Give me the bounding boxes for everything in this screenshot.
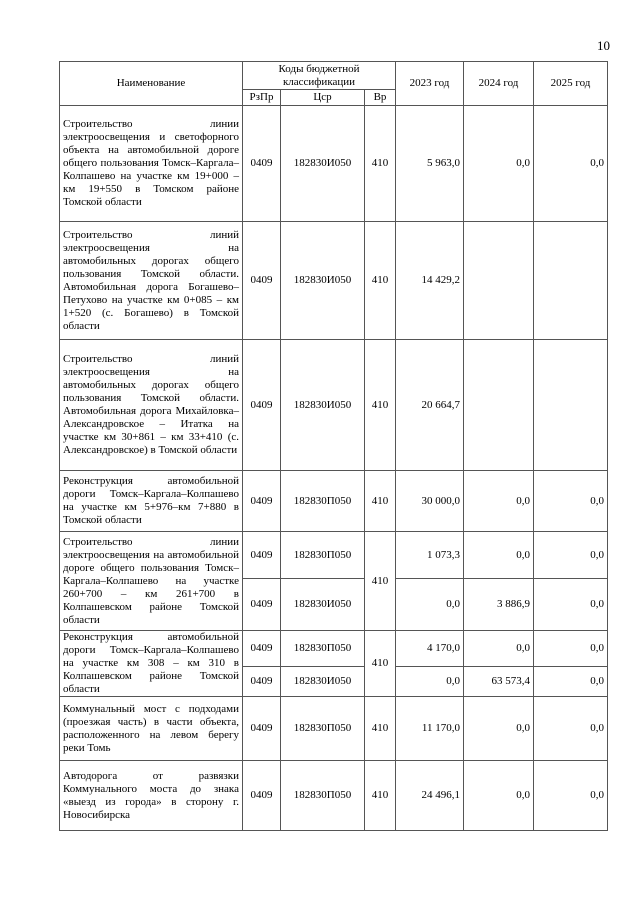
row-tsr: 182830П050 (281, 471, 365, 532)
row-2024 (464, 340, 534, 471)
row-rzpr: 0409 (243, 761, 281, 831)
header-2025: 2025 год (534, 62, 608, 106)
row-2024 (464, 222, 534, 340)
row-rzpr: 0409 (243, 579, 281, 631)
header-name: Наименование (60, 62, 243, 106)
table-row (60, 106, 608, 222)
table-row (60, 340, 608, 471)
row-2025: 0,0 (534, 697, 608, 761)
row-2025: 0,0 (534, 579, 608, 631)
row-vr: 410 (365, 761, 396, 831)
row-2025: 0,0 (534, 471, 608, 532)
row-rzpr: 0409 (243, 340, 281, 471)
row-2024: 0,0 (464, 532, 534, 579)
row-2025: 0,0 (534, 761, 608, 831)
row-2023: 14 429,2 (396, 222, 464, 340)
row-2023: 0,0 (396, 579, 464, 631)
row-2025: 0,0 (534, 667, 608, 697)
row-tsr: 182830П050 (281, 631, 365, 667)
row-2025 (534, 340, 608, 471)
row-rzpr: 0409 (243, 697, 281, 761)
row-2023: 11 170,0 (396, 697, 464, 761)
row-name: Строительство линий электроосвещения на автомобильных дорогах общего пользования Томской области. Автомобильная дорога Богашево–Петухово на участке км 0+085 – км 1+520 (с. Богашево) в Томской области (60, 222, 243, 340)
row-name: Строительство линии электроосвещения и светофорного объекта на автомобильной дороге общего пользования Томск–Каргала–Колпашево на участке км 19+000 – км 19+550 в Томском районе Томской области (60, 106, 243, 222)
row-2023: 30 000,0 (396, 471, 464, 532)
row-name: Строительство линии электроосвещения на автомобильной дороге общего пользования Томск–Каргала–Колпашево на участке 260+700 – км 261+700 в Колпашевском районе Томской области (60, 532, 243, 631)
row-tsr: 182830И050 (281, 106, 365, 222)
row-rzpr: 0409 (243, 106, 281, 222)
row-vr: 410 (365, 631, 396, 697)
row-2024: 0,0 (464, 697, 534, 761)
row-name: Автодорога от развязки Коммунального моста до знака «выезд из города» в сторону г. Новосибирска (60, 761, 243, 831)
row-2025: 0,0 (534, 106, 608, 222)
row-2024: 0,0 (464, 761, 534, 831)
table-row (60, 761, 608, 831)
row-vr: 410 (365, 697, 396, 761)
header-rzpr: РзПр (243, 90, 281, 106)
row-name: Реконструкция автомобильной дороги Томск–Каргала–Колпашево на участке км 308 – км 310 в Колпашевском районе Томской области (60, 631, 243, 697)
row-tsr: 182830И050 (281, 579, 365, 631)
row-rzpr: 0409 (243, 222, 281, 340)
row-tsr: 182830П050 (281, 761, 365, 831)
row-vr: 410 (365, 340, 396, 471)
budget-table (59, 61, 608, 831)
row-2024: 63 573,4 (464, 667, 534, 697)
row-2023: 1 073,3 (396, 532, 464, 579)
row-name: Реконструкция автомобильной дороги Томск–Каргала–Колпашево на участке км 5+976–км 7+880 в Томской области (60, 471, 243, 532)
row-tsr: 182830И050 (281, 340, 365, 471)
row-name: Строительство линий электроосвещения на автомобильных дорогах общего пользования Томской области. Автомобильная дорога Михайловка–Александровское – Итатка на участке км 30+861 – км 33+410 (с. Александровское) в Томской области (60, 340, 243, 471)
page-number: 10 (597, 38, 610, 53)
row-tsr: 182830П050 (281, 532, 365, 579)
header-2023: 2023 год (396, 62, 464, 106)
row-2023: 24 496,1 (396, 761, 464, 831)
row-2023: 4 170,0 (396, 631, 464, 667)
table-row (60, 471, 608, 532)
header-vr: Вр (365, 90, 396, 106)
row-vr: 410 (365, 106, 396, 222)
row-rzpr: 0409 (243, 631, 281, 667)
header-codes: Коды бюджетной классификации (243, 62, 396, 90)
header-tsr: Цср (281, 90, 365, 106)
row-vr: 410 (365, 222, 396, 340)
row-2025: 0,0 (534, 631, 608, 667)
row-tsr: 182830И050 (281, 667, 365, 697)
row-2023: 20 664,7 (396, 340, 464, 471)
row-2025 (534, 222, 608, 340)
row-2024: 0,0 (464, 471, 534, 532)
row-rzpr: 0409 (243, 471, 281, 532)
row-name: Коммунальный мост с подходами (проезжая часть) в части объекта, расположенного на левом берегу реки Томь (60, 697, 243, 761)
row-tsr: 182830И050 (281, 222, 365, 340)
row-2024: 0,0 (464, 631, 534, 667)
header-2024: 2024 год (464, 62, 534, 106)
row-rzpr: 0409 (243, 667, 281, 697)
row-2024: 0,0 (464, 106, 534, 222)
row-vr: 410 (365, 471, 396, 532)
table-row (60, 631, 608, 667)
table-row (60, 532, 608, 579)
table-row (60, 697, 608, 761)
row-tsr: 182830П050 (281, 697, 365, 761)
row-vr: 410 (365, 532, 396, 631)
table-row (60, 222, 608, 340)
row-2025: 0,0 (534, 532, 608, 579)
row-2024: 3 886,9 (464, 579, 534, 631)
row-2023: 5 963,0 (396, 106, 464, 222)
row-rzpr: 0409 (243, 532, 281, 579)
row-2023: 0,0 (396, 667, 464, 697)
